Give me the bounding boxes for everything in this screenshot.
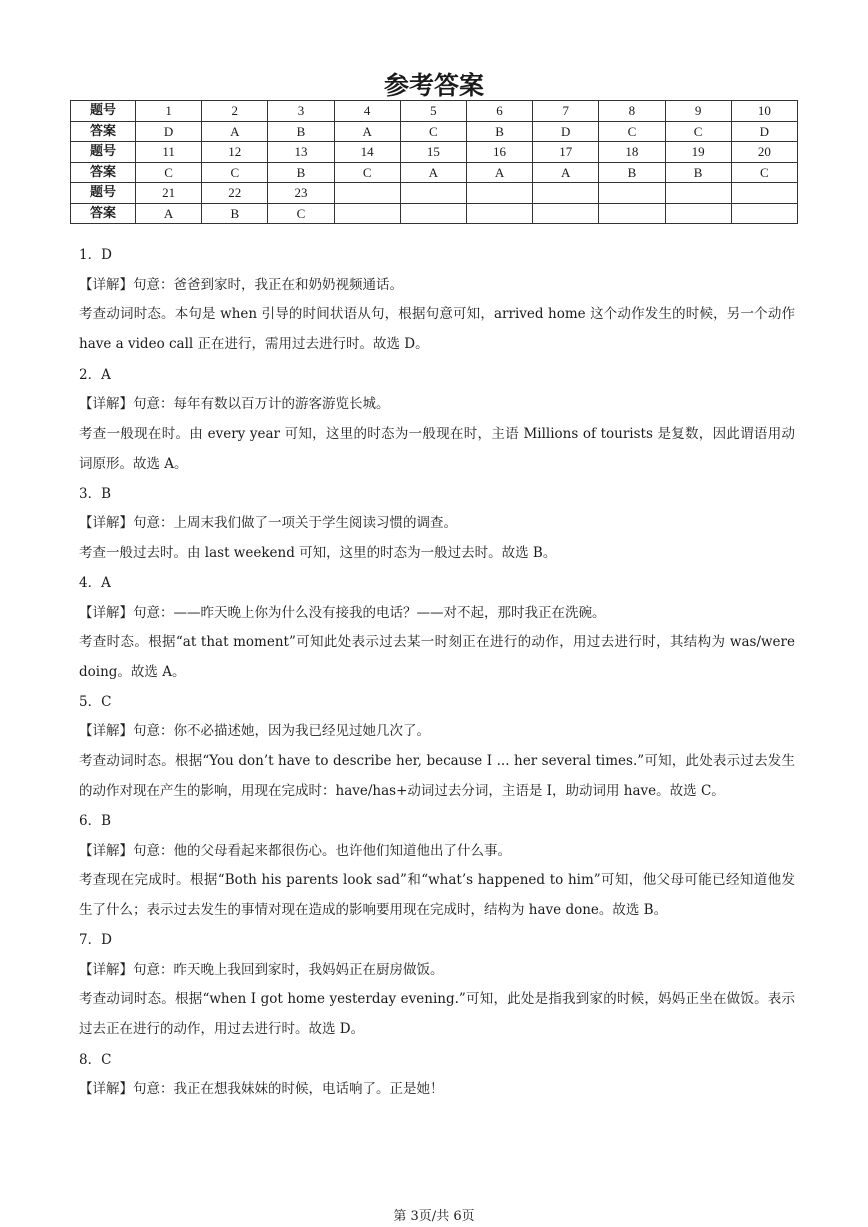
table-cell: C (400, 121, 466, 142)
table-row (71, 162, 798, 183)
table-cell: 15 (400, 142, 466, 163)
table-cell: 16 (466, 142, 532, 163)
table-cell: A (400, 162, 466, 183)
q2-number: 2．A (79, 367, 111, 383)
table-cell (599, 183, 665, 204)
q8-detail: 【详解】句意：我正在想我妹妹的时候，电话响了。正是她！ (79, 1081, 444, 1097)
table-cell: 14 (334, 142, 400, 163)
table-row (71, 203, 798, 224)
table-cell (665, 203, 731, 224)
table-cell: A (136, 203, 202, 224)
table-cell: 1 (136, 101, 202, 122)
q3-analysis: 考查一般过去时。由 last weekend 可知，这里的时态为一般过去时。故选 B。 (79, 545, 557, 561)
q2-detail: 【详解】句意：每年有数以百万计的游客游览长城。 (79, 396, 390, 412)
table-cell: 19 (665, 142, 731, 163)
table-cell (731, 183, 797, 204)
table-cell: 22 (202, 183, 268, 204)
table-cell: 11 (136, 142, 202, 163)
table-cell: C (665, 121, 731, 142)
q6-detail: 【详解】句意：他的父母看起来都很伤心。也许他们知道他出了什么事。 (79, 843, 511, 859)
table-cell: D (136, 121, 202, 142)
q8-number: 8．C (79, 1052, 112, 1068)
table-row (71, 142, 798, 163)
row-header: 题号 (71, 142, 136, 163)
table-cell: 10 (731, 101, 797, 122)
q1-number: 1．D (79, 247, 112, 263)
table-cell: D (731, 121, 797, 142)
table-cell: A (466, 162, 532, 183)
table-cell (400, 183, 466, 204)
table-cell: A (334, 121, 400, 142)
q3-detail: 【详解】句意：上周末我们做了一项关于学生阅读习惯的调查。 (79, 515, 457, 531)
table-cell: 5 (400, 101, 466, 122)
table-cell: 9 (665, 101, 731, 122)
q4-detail: 【详解】句意：——昨天晚上你为什么没有接我的电话？——对不起，那时我正在洗碗。 (79, 605, 606, 621)
table-cell (533, 183, 599, 204)
table-cell: 6 (466, 101, 532, 122)
row-header: 题号 (71, 183, 136, 204)
table-cell: 23 (268, 183, 334, 204)
table-cell (334, 183, 400, 204)
table-row (71, 101, 798, 122)
table-cell: 17 (533, 142, 599, 163)
table-cell: A (533, 162, 599, 183)
q6-analysis: 考查现在完成时。根据“Both his parents look sad”和“what’s happened to him”可知，他父母可能已经知道他发生了什么；表示过去发生的事情对现在造成的影响要用现在完成时，结构为 have done。故选 B。 (79, 872, 795, 918)
table-cell (400, 203, 466, 224)
page-title: 参考答案 (383, 71, 484, 100)
q6-number: 6．B (79, 813, 112, 829)
q5-number: 5．C (79, 694, 112, 710)
table-cell (466, 183, 532, 204)
row-header: 答案 (71, 203, 136, 224)
table-cell (665, 183, 731, 204)
table-cell: 20 (731, 142, 797, 163)
table-cell: B (599, 162, 665, 183)
table-cell: 8 (599, 101, 665, 122)
table-cell: 3 (268, 101, 334, 122)
table-cell: C (731, 162, 797, 183)
table-cell (466, 203, 532, 224)
table-cell: C (136, 162, 202, 183)
table-cell: 4 (334, 101, 400, 122)
q2-analysis: 考查一般现在时。由 every year 可知，这里的时态为一般现在时，主语 Millions of tourists 是复数，因此谓语用动词原形。故选 A。 (79, 426, 795, 472)
q4-analysis: 考查时态。根据“at that moment”可知此处表示过去某一时刻正在进行的动作，用过去进行时，其结构为 was/were doing。故选 A。 (79, 634, 795, 680)
table-cell: B (202, 203, 268, 224)
answer-table (70, 100, 798, 224)
q7-detail: 【详解】句意：昨天晚上我回到家时，我妈妈正在厨房做饭。 (79, 962, 444, 978)
table-cell (334, 203, 400, 224)
q4-number: 4．A (79, 575, 111, 591)
table-row (71, 183, 798, 204)
table-cell: C (268, 203, 334, 224)
page-footer: 第 3页/共 6页 (393, 1209, 475, 1224)
table-cell: 21 (136, 183, 202, 204)
table-cell: D (533, 121, 599, 142)
row-header: 题号 (71, 101, 136, 122)
row-header: 答案 (71, 162, 136, 183)
q7-analysis: 考查动词时态。根据“when I got home yesterday evening.”可知，此处是指我到家的时候，妈妈正坐在做饭。表示过去正在进行的动作，用过去进行时。故选 D。 (79, 991, 795, 1037)
q5-analysis: 考查动词时态。根据“You don’t have to describe her, because I ... her several times.”可知，此处表示过去发生的动作对现在产生的影响，用现在完成时：have/has+动词过去分词，主语是 I，助动词用 have。故选 C。 (79, 753, 795, 799)
table-cell: 18 (599, 142, 665, 163)
table-cell (533, 203, 599, 224)
table-cell: B (268, 162, 334, 183)
q5-detail: 【详解】句意：你不必描述她，因为我已经见过她几次了。 (79, 723, 430, 739)
table-row (71, 121, 798, 142)
q1-analysis: 考查动词时态。本句是 when 引导的时间状语从句，根据句意可知，arrived home 这个动作发生的时候，另一个动作 have a video call 正在进行，需用过去进行时。故选 D。 (79, 306, 795, 352)
row-header: 答案 (71, 121, 136, 142)
table-cell: B (466, 121, 532, 142)
table-cell: C (599, 121, 665, 142)
table-cell: A (202, 121, 268, 142)
table-cell (731, 203, 797, 224)
table-cell (599, 203, 665, 224)
table-cell: C (334, 162, 400, 183)
table-cell: 7 (533, 101, 599, 122)
q1-detail: 【详解】句意：爸爸到家时，我正在和奶奶视频通话。 (79, 277, 403, 293)
q3-number: 3．B (79, 486, 112, 502)
table-cell: 2 (202, 101, 268, 122)
table-cell: B (268, 121, 334, 142)
q7-number: 7．D (79, 932, 112, 948)
table-cell: B (665, 162, 731, 183)
table-cell: 13 (268, 142, 334, 163)
table-cell: C (202, 162, 268, 183)
table-cell: 12 (202, 142, 268, 163)
